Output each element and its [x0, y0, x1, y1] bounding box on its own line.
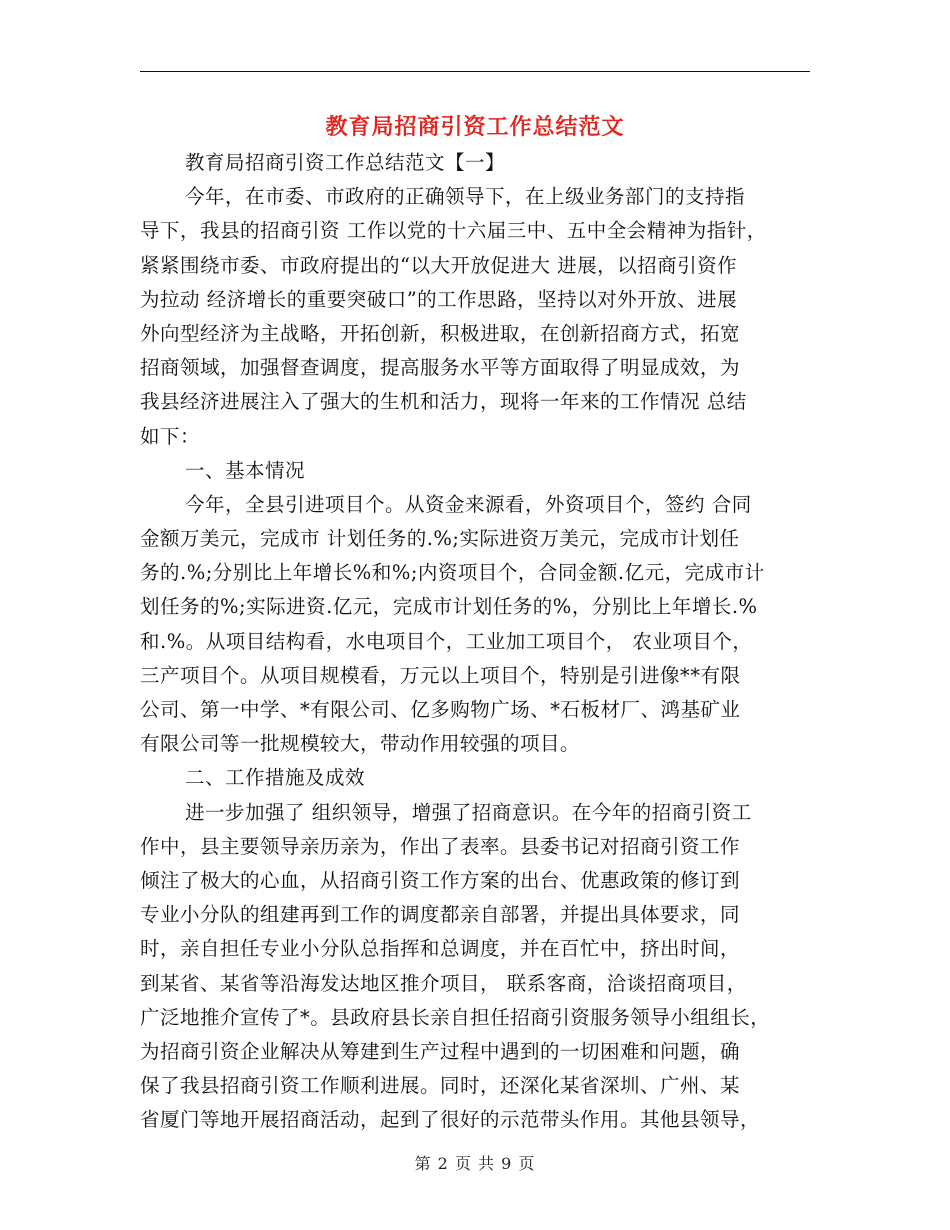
page-number-footer: 第 2 页 共 9 页	[414, 1154, 536, 1173]
text-line: 金额万美元，完成市 计划任务的.%;实际进资万美元，完成市计划任	[140, 527, 740, 551]
header-rule	[140, 71, 810, 72]
text-line: 今年，在市委、市政府的正确领导下，在上级业务部门的支持指	[185, 185, 746, 209]
text-line: 倾注了极大的心血，从招商引资工作方案的出台、优惠政策的修订到	[140, 868, 741, 892]
text-line: 广泛地推介宣传了*。县政府县长亲自担任招商引资服务领导小组组长，	[140, 1005, 771, 1029]
text-line: 划任务的%;实际进资.亿元，完成市计划任务的%，分别比上年增长.%	[140, 595, 758, 619]
text-line: 导下，我县的招商引资 工作以党的十六届三中、五中全会精神为指针，	[140, 219, 767, 243]
text-line: 专业小分队的组建再到工作的调度都亲自部署，并提出具体要求，同	[140, 903, 741, 927]
text-line: 作中，县主要领导亲历亲为，作出了表率。县委书记对招商引资工作	[140, 834, 741, 858]
text-line: 省厦门等地开展招商活动，起到了很好的示范带头作用。其他县领导，	[140, 1108, 761, 1132]
text-line: 为拉动 经济增长的重要突破口”的工作思路，坚持以对外开放、进展	[140, 287, 738, 311]
document-title: 教育局招商引资工作总结范文	[325, 114, 625, 140]
text-line: 二、工作措施及成效	[185, 766, 366, 790]
text-line: 我县经济进展注入了强大的生机和活力，现将一年来的工作情况 总结	[140, 390, 747, 414]
text-line: 保了我县招商引资工作顺利进展。同时，还深化某省深圳、广州、某	[140, 1074, 741, 1098]
text-line: 公司、第一中学、*有限公司、亿多购物广场、*石板材厂、鸿基矿业	[140, 698, 741, 721]
text-line: 进一步加强了 组织领导，增强了招商意识。在今年的招商引资工	[185, 800, 752, 824]
text-line: 为招商引资企业解决从筹建到生产过程中遇到的一切困难和问题，确	[140, 1039, 741, 1063]
text-line: 如下：	[140, 424, 201, 448]
text-line: 教育局招商引资工作总结范文【一】	[185, 151, 506, 174]
text-line: 三产项目个。从项目规模看，万元以上项目个，特别是引进像**有限	[140, 663, 741, 687]
text-line: 今年，全县引进项目个。从资金来源看，外资项目个，签约 合同	[185, 492, 752, 516]
text-line: 时，亲自担任专业小分队总指挥和总调度，并在百忙中，挤出时间，	[140, 937, 741, 961]
text-line: 一、基本情况	[185, 458, 306, 482]
text-line: 和.%。从项目结构看，水电项目个，工业加工项目个， 农业项目个，	[140, 629, 753, 653]
text-line: 务的.%;分别比上年增长%和%;内资项目个，合同金额.亿元，完成市计	[140, 561, 765, 585]
text-line: 紧紧围绕市委、市政府提出的“以大开放促进大 进展，以招商引资作	[140, 253, 738, 277]
text-line: 到某省、某省等沿海发达地区推介项目， 联系客商，洽谈招商项目，	[140, 971, 747, 995]
text-line: 有限公司等一批规模较大，带动作用较强的项目。	[140, 732, 581, 756]
text-line: 招商领域，加强督查调度，提高服务水平等方面取得了明显成效，为	[140, 356, 741, 380]
text-line: 外向型经济为主战略，开拓创新，积极进取，在创新招商方式，拓宽	[140, 321, 741, 345]
document-body	[140, 146, 812, 1137]
